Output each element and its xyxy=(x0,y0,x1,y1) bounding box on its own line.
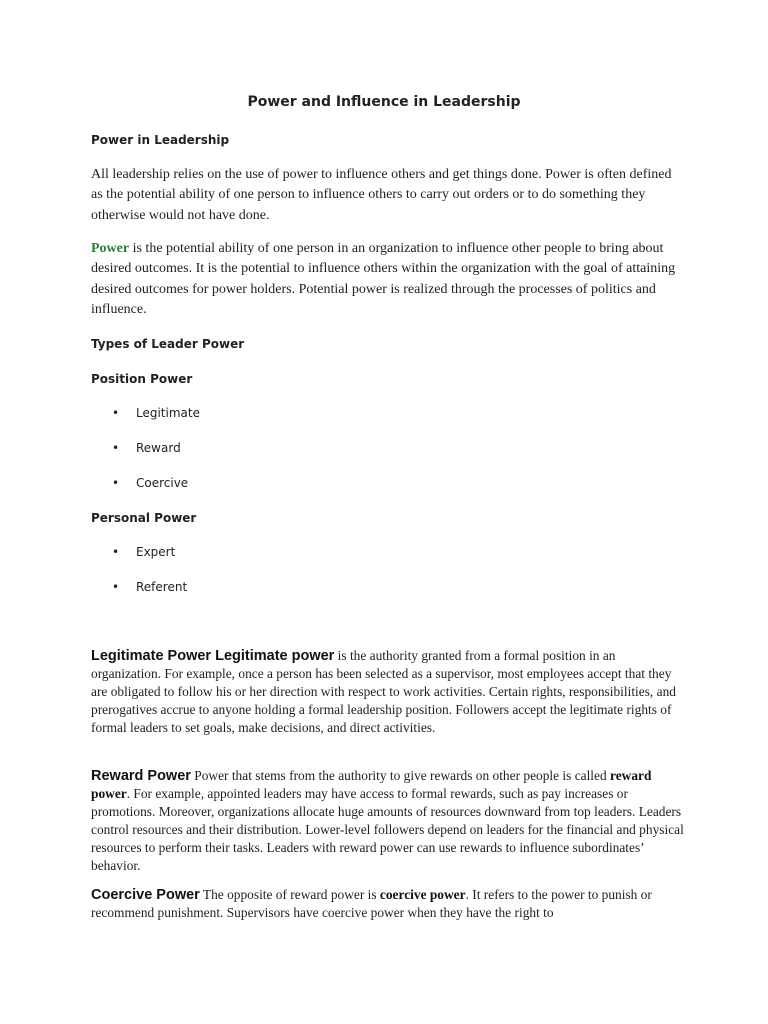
legitimate-power-definition: Legitimate Power Legitimate power is the authority granted from a formal position in an organization. For example, once a person has been selected as a supervisor, most employees accept that they are obligated to follow his or her direction with respect to work activities. Certain rights, responsibilities, and prerogatives accrue to anyone holding a formal leadership position. Followers accept the legitimate rights of formal leaders to set goals, make decisions, and direct activities. xyxy=(91,648,676,735)
coercive-power-definition: Coercive Power The opposite of reward power is coercive power. It refers to the power to punish or recommend punishment. Supervisors have coercive power when they have the right to xyxy=(91,887,652,920)
power-term: Power xyxy=(91,241,130,256)
heading-personal-power: Personal Power xyxy=(91,511,197,525)
reward-power-term: reward power xyxy=(91,768,652,801)
power-definition-text: is the potential ability of one person in an organization to influence other people to bring about desired outcomes. It is the potential to influence others within the organization with the goal of attaining desired outcomes for power holders. Potential power is realized through the processes of politics and influence. xyxy=(91,241,676,318)
power-definition-paragraph xyxy=(91,239,681,321)
list-item-legitimate: • Legitimate xyxy=(112,406,200,420)
bullet-marker: • xyxy=(112,545,120,559)
coercive-power-term: coercive power xyxy=(379,887,466,902)
coercive-power-lead: Coercive Power xyxy=(91,887,200,903)
heading-types-of-leader-power: Types of Leader Power xyxy=(91,337,245,351)
intro-paragraph: All leadership relies on the use of power to influence others and get things done. Power is often defined as the potential ability of one person to influence others to carry out orders or to do something they otherwise would not have done. xyxy=(91,167,672,223)
heading-power-in-leadership: Power in Leadership xyxy=(91,133,230,147)
document-title: Power and Influence in Leadership xyxy=(247,94,521,110)
bullet-marker: • xyxy=(112,441,120,455)
reward-power-lead: Reward Power xyxy=(91,768,191,784)
list-item-coercive: • Coercive xyxy=(112,476,189,490)
reward-power-definition: Reward Power Power that stems from the authority to give rewards on other people is called reward power. For example, appointed leaders may have access to formal rewards, such as pay increases or promotions. Moreover, organizations allocate huge amounts of resources downward from top leaders. Leaders control resources and their distribution. Lower-level followers depend on leaders for the financial and physical resources to perform their tasks. Leaders with reward power can use rewards to influence subordinates’ behavior. xyxy=(91,768,684,873)
list-item-referent: • Referent xyxy=(112,580,188,594)
list-item-reward: • Reward xyxy=(112,441,181,455)
heading-position-power: Position Power xyxy=(91,372,193,386)
legitimate-power-lead: Legitimate Power Legitimate power xyxy=(91,648,335,664)
bullet-marker: • xyxy=(112,580,120,594)
bullet-marker: • xyxy=(112,406,120,420)
bullet-marker: • xyxy=(112,476,120,490)
list-item-expert: • Expert xyxy=(112,545,176,559)
